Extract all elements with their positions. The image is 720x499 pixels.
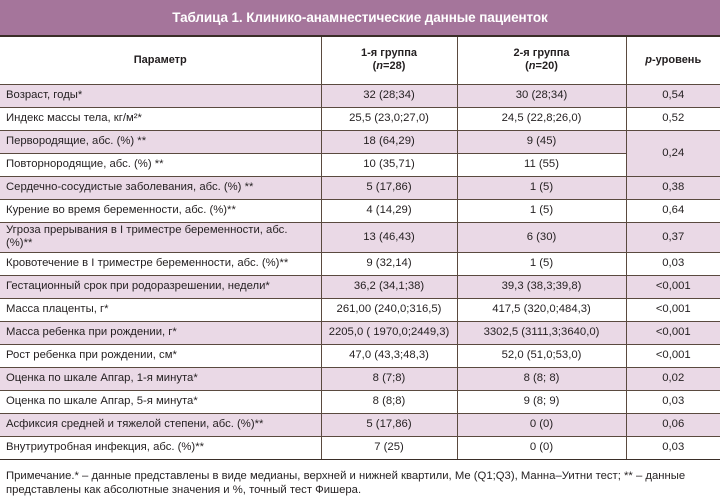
cell-group1: 5 (17,86) [321, 176, 457, 199]
cell-parameter: Индекс массы тела, кг/м²* [0, 107, 321, 130]
table-row [0, 344, 720, 367]
table-row [0, 176, 720, 199]
cell-parameter: Рост ребенка при рождении, см* [0, 344, 321, 367]
cell-p-value: <0,001 [626, 344, 720, 367]
table-row [0, 84, 720, 107]
cell-group2: 0 (0) [457, 436, 626, 459]
cell-group2: 39,3 (38,3;39,8) [457, 275, 626, 298]
cell-group2: 0 (0) [457, 413, 626, 436]
cell-parameter: Гестационный срок при родоразрешении, недели* [0, 275, 321, 298]
cell-group1: 13 (46,43) [321, 222, 457, 252]
cell-p-value: 0,03 [626, 252, 720, 275]
cell-group1: 8 (8;8) [321, 390, 457, 413]
cell-parameter: Курение во время беременности, абс. (%)** [0, 199, 321, 222]
cell-parameter: Повторнородящие, абс. (%) ** [0, 153, 321, 176]
cell-group1: 36,2 (34,1;38) [321, 275, 457, 298]
header-p-rest: -уровень [652, 53, 702, 66]
cell-parameter: Внутриутробная инфекция, абс. (%)** [0, 436, 321, 459]
cell-group2: 417,5 (320,0;484,3) [457, 298, 626, 321]
cell-p-value: <0,001 [626, 321, 720, 344]
table-row [0, 107, 720, 130]
cell-group2: 1 (5) [457, 252, 626, 275]
cell-group1: 9 (32,14) [321, 252, 457, 275]
header-parameter: Параметр [0, 37, 321, 84]
cell-p-value: 0,54 [626, 84, 720, 107]
header-group1-title: 1-я группа [361, 47, 417, 60]
cell-group2: 1 (5) [457, 199, 626, 222]
table-row [0, 321, 720, 344]
cell-group1: 2205,0 ( 1970,0;2449,3) [321, 321, 457, 344]
cell-group2: 52,0 (51,0;53,0) [457, 344, 626, 367]
cell-group1: 18 (64,29) [321, 130, 457, 153]
cell-group1: 4 (14,29) [321, 199, 457, 222]
table-row [0, 298, 720, 321]
patient-data-table [0, 37, 720, 460]
header-group2-n-value: =20 [535, 60, 555, 73]
cell-group1: 261,00 (240,0;316,5) [321, 298, 457, 321]
cell-p-value: 0,38 [626, 176, 720, 199]
cell-group1: 7 (25) [321, 436, 457, 459]
table-row [0, 390, 720, 413]
cell-p-value: 0,03 [626, 390, 720, 413]
cell-parameter: Возраст, годы* [0, 84, 321, 107]
cell-group2: 11 (55) [457, 153, 626, 176]
cell-parameter: Первородящие, абс. (%) ** [0, 130, 321, 153]
cell-p-value: <0,001 [626, 298, 720, 321]
cell-group2: 9 (45) [457, 130, 626, 153]
cell-p-value: 0,03 [626, 436, 720, 459]
cell-parameter: Масса ребенка при рождении, г* [0, 321, 321, 344]
cell-group2: 9 (8; 9) [457, 390, 626, 413]
cell-group1: 5 (17,86) [321, 413, 457, 436]
cell-parameter: Масса плаценты, г* [0, 298, 321, 321]
table-header-row [0, 37, 720, 84]
table-row [0, 436, 720, 459]
cell-group1: 25,5 (23,0;27,0) [321, 107, 457, 130]
cell-group2: 3302,5 (3111,3;3640,0) [457, 321, 626, 344]
cell-p-value: 0,52 [626, 107, 720, 130]
cell-parameter: Оценка по шкале Апгар, 1-я минута* [0, 367, 321, 390]
table-footnote: Примечание.* – данные представлены в виде медианы, верхней и нижней квартили, Ме (Q1;Q3), Манна–Уитни тест; ** – данные представлены как абсолютные значения и %, точный тест Фишера. [6, 469, 686, 496]
header-group1: 1-я группа (n=28) [321, 37, 457, 84]
header-group2-title: 2-я группа [513, 47, 570, 60]
cell-parameter: Кровотечение в I триместре беременности, абс. (%)** [0, 252, 321, 275]
cell-p-value: 0,02 [626, 367, 720, 390]
cell-group1: 10 (35,71) [321, 153, 457, 176]
cell-p-value: 0,64 [626, 199, 720, 222]
table-row [0, 130, 720, 153]
table-row [0, 222, 720, 252]
cell-parameter: Асфиксия средней и тяжелой степени, абс. (%)** [0, 413, 321, 436]
table-row [0, 199, 720, 222]
cell-group2: 6 (30) [457, 222, 626, 252]
table-row [0, 275, 720, 298]
header-group1-n-label: n [376, 60, 384, 73]
table-row [0, 413, 720, 436]
cell-parameter: Угроза прерывания в I триместре беременности, абс. (%)** [0, 222, 321, 252]
table-row [0, 367, 720, 390]
table-title: Таблица 1. Клинико-анамнестические данные пациенток [0, 0, 720, 37]
cell-group2: 1 (5) [457, 176, 626, 199]
table-row [0, 153, 720, 176]
header-group2: 2-я группа (n=20) [457, 37, 626, 84]
cell-p-value: 0,37 [626, 222, 720, 252]
header-group2-n-label: n [528, 60, 536, 73]
cell-group1: 47,0 (43,3;48,3) [321, 344, 457, 367]
cell-group1: 8 (7;8) [321, 367, 457, 390]
cell-group2: 30 (28;34) [457, 84, 626, 107]
table-row [0, 252, 720, 275]
cell-group2: 24,5 (22,8;26,0) [457, 107, 626, 130]
header-group1-n-value: =28 [383, 60, 402, 73]
cell-parameter: Оценка по шкале Апгар, 5-я минута* [0, 390, 321, 413]
cell-parameter: Сердечно-сосудистые заболевания, абс. (%) ** [0, 176, 321, 199]
header-p-italic: p [645, 53, 652, 66]
cell-p-value: <0,001 [626, 275, 720, 298]
header-p-level [626, 37, 720, 84]
cell-group1: 32 (28;34) [321, 84, 457, 107]
cell-p-value: 0,06 [626, 413, 720, 436]
cell-p-value-merged: 0,24 [626, 130, 720, 176]
cell-group2: 8 (8; 8) [457, 367, 626, 390]
